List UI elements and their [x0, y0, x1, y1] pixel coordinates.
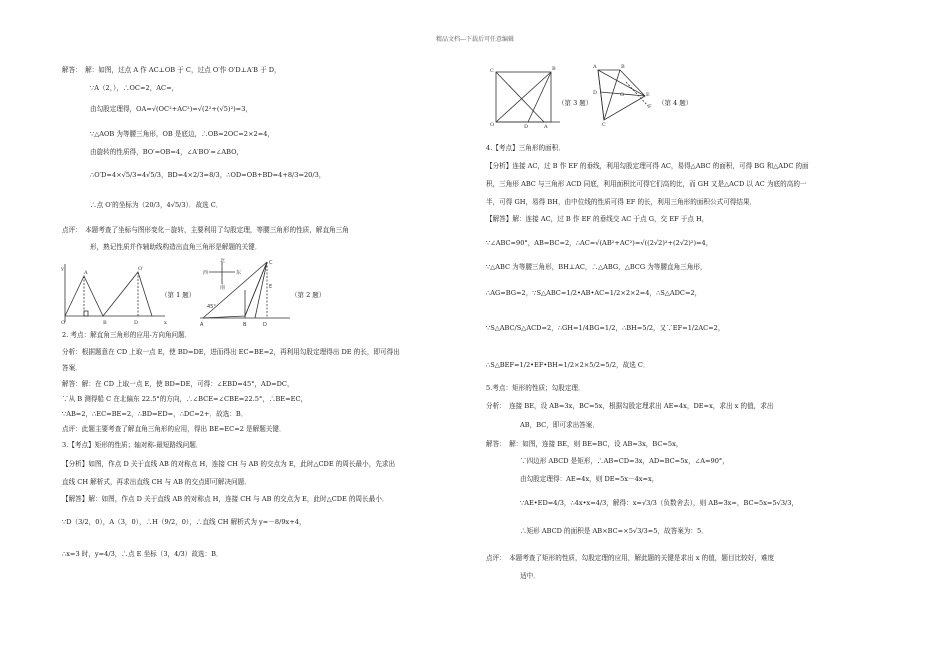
text-line: ∴S△BEF=1/2•EF•BH=1/2×2×5/2=5/2，故选 C． — [486, 361, 650, 369]
text-line: ∵∠ABC=90°，AB=BC=2，∴AC=√(AB²+AC²)=√((2√2)²+(2√2)²)=4， — [486, 239, 713, 247]
north-label: 北 — [220, 258, 226, 264]
west-label: 西 — [203, 270, 209, 276]
svg-text:E: E — [269, 284, 273, 290]
svg-text:D: D — [524, 124, 529, 128]
text-line: ∵A（2，），∴OC=2，AC=， — [90, 84, 179, 92]
text-line: 形，熟记性质并作辅助线构造出直角三角形是解题的关键． — [90, 243, 262, 251]
figure-4-caption: （第 4 题） — [658, 99, 693, 107]
text-line: 3.【考点】矩形的性质；轴对称-最短路线问题． — [62, 441, 203, 449]
text-line: 解答： 解：如图，连接 BE，则 BE=BC，设 AB=3x，BC=5x， — [486, 440, 683, 448]
svg-text:D: D — [263, 322, 267, 328]
text-line: ∵S△ABC/S△ACD=2，∴GH=1/4BG=1/2，∴BH=5/2，又∵EF=1/2AC=2， — [486, 324, 725, 332]
east-label: 东 — [236, 270, 242, 276]
text-line: 【分析】连接 AC，过 B 作 EF 的垂线，利用勾股定理可得 AC，易得△ABC 的面积，可得 BG 和△ADC 的面 — [486, 162, 809, 170]
text-line: 2. 考点：解直角三角形的应用-方向角问题． — [62, 331, 192, 339]
text-line: 由旋转的性质得，BO′=OB=4，∠A′BO′=∠ABO， — [90, 148, 244, 156]
svg-text:B: B — [552, 66, 556, 72]
svg-text:A: A — [200, 322, 204, 328]
svg-text:E: E — [646, 92, 650, 98]
text-line: ∴O′D=4×√5/3=4√5/3，BD=4×2/3=8/3，∴OD=OB+BD=4+8/3=20/3， — [90, 171, 326, 179]
angle-label: 45° — [207, 304, 216, 310]
text-line: ∵AE•ED=4/3，∴4x•x=4/3，解得：x=√3/3（负数舍去），则 AB=3x=，BC=5x=5√3/3， — [520, 499, 799, 507]
figure-1-diagram — [60, 262, 170, 328]
svg-text:O: O — [490, 122, 495, 128]
page-header: 精品文档---下载后可任意编辑 — [435, 36, 515, 43]
text-line: 由勾股定理得：AE=4x，则 DE=5x－4x=x， — [520, 475, 659, 483]
text-line: ∴x=3 时，y=4/3，∴点 E 坐标（3，4/3）故选：B． — [62, 550, 223, 558]
svg-text:C: C — [602, 122, 606, 126]
text-line: 答案． — [62, 364, 82, 372]
text-line: 解答： 解：如图，过点 A 作 AC⊥OB 于 C，过点 O′作 O′D⊥A′B 于 D， — [62, 66, 281, 74]
text-line: ∵四边形 ABCD 是矩形，∴AB=CD=3x，AD=BC=5x，∠A=90°， — [520, 457, 729, 465]
svg-text:O′: O′ — [138, 266, 144, 272]
text-line: 点评： 本题考查了矩形的性质，勾股定理的应用，解此题的关键是求出 x 的值，题目比较好，难度 — [486, 554, 775, 562]
text-line: 【解答】解：如图，作点 D 关于直线 AB 的对称点 H，连接 CH 与 AB 的交点为 E，此时△CDE 的周长最小． — [62, 495, 389, 503]
figure-1-caption: （第 1 题） — [161, 291, 196, 299]
text-line: 4.【考点】三角形的面积． — [486, 144, 565, 152]
svg-text:C: C — [490, 68, 494, 74]
svg-text:B: B — [243, 322, 247, 328]
text-line: 5.考点：矩形的性质；勾股定理． — [486, 384, 585, 392]
text-line: 点评： 本题考查了坐标与图形变化－旋转，主要利用了勾股定理，等腰三角形的性质，解直角三角 — [62, 226, 349, 234]
text-line: 分析：根据题意在 CD 上取一点 E，使 BD=DE，进而得出 EC=BE=2，再利用勾股定理得出 DE 的长，即可得出 — [62, 348, 400, 356]
text-line: 积，三角形 ABC 与三角形 ACD 同底，利用面积比可得它们高的比，而 GH 又是△ACD 以 AC 为底的高的一 — [486, 180, 807, 188]
south-label: 南 — [220, 285, 226, 291]
svg-text:D: D — [593, 90, 598, 96]
text-line: 解答：解：在 CD 上取一点 E，使 BD=DE，可得：∠EBD=45°，AD=DC， — [62, 380, 294, 388]
svg-text:A: A — [544, 124, 548, 128]
svg-text:C: C — [269, 260, 273, 266]
svg-text:y: y — [61, 266, 64, 272]
text-line: AB，BC，即可求出答案． — [520, 421, 599, 429]
text-line: ∵AB=2，∴EC=BE=2，∴BD=ED=，∴DC=2+．故选：B． — [62, 410, 248, 418]
svg-text:B: B — [103, 320, 107, 326]
text-line: 【分析】如图，作点 D 关于直线 AB 的对称点 H，连接 CH 与 AB 的交点为 E，此时△CDE 的周长最小，先求出 — [62, 460, 396, 468]
text-line: 【解答】解：连接 AC，过 B 作 EF 的垂线交 AC 于点 G，交 EF 于点 H， — [486, 215, 709, 223]
figure-2-diagram — [195, 258, 295, 328]
text-line: 半，可得 GH，易得 BH，由中位线的性质可得 EF 的长，利用三角形的面积公式可得结果． — [486, 198, 757, 206]
text-line: 由勾股定理得，OA=√(OC²+AC²)=√(2²+(√5)²)=3， — [90, 105, 252, 113]
text-line: 分析： 连接 BE，设 AB=3x，BC=5x，根据勾股定理求出 AE=4x，DE=x，求出 x 的值，求出 — [486, 402, 774, 410]
svg-text:D: D — [134, 320, 139, 326]
text-line: ∵D（3/2，0），A（3，0），∴H（9/2，0），∴直线 CH 解析式为 y=－8/9x+4， — [62, 518, 306, 526]
figure-3-caption: （第 3 题） — [558, 99, 593, 107]
svg-text:G: G — [620, 92, 624, 98]
text-line: 适中． — [520, 572, 540, 580]
text-line: ∵△AOB 为等腰三角形，OB 是底边，∴OB=2OC=2×2=4， — [90, 130, 275, 138]
text-line: 直线 CH 解析式，再求出直线 CH 与 AB 的交点即可解决问题． — [62, 478, 251, 486]
svg-text:x: x — [164, 320, 167, 326]
text-line: ∴AG=BG=2，∵S△ABC=1/2•AB•AC=1/2×2×2=4，∴S△ADC=2， — [486, 289, 702, 297]
text-line: ∵从 B 测得船 C 在北偏东 22.5°的方向，∴∠BCE=∠CBE=22.5°，∴BE=EC， — [62, 395, 308, 403]
figure-2-caption: （第 2 题） — [291, 291, 326, 299]
svg-text:A: A — [84, 270, 88, 276]
svg-text:A: A — [593, 64, 597, 70]
text-line: ∴矩形 ABCD 的面积是 AB×BC=×5√3/3=5，故答案为：5． — [520, 527, 708, 535]
text-line: ∴点 O′的坐标为（20/3，4√5/3）．故选 C． — [90, 201, 223, 209]
svg-text:F: F — [648, 104, 652, 110]
svg-text:B: B — [621, 64, 625, 70]
text-line: ∵△ABC 为等腰三角形，BH⊥AC，∴△ABG，△BCG 为等腰直角三角形， — [486, 263, 707, 271]
figure-4-diagram — [590, 62, 660, 126]
text-line: 点评：此题主要考查了解直角三角形的应用，得出 BE=EC=2 是解题关键． — [62, 425, 286, 433]
figure-3-diagram — [488, 62, 568, 128]
svg-text:O: O — [61, 320, 66, 326]
